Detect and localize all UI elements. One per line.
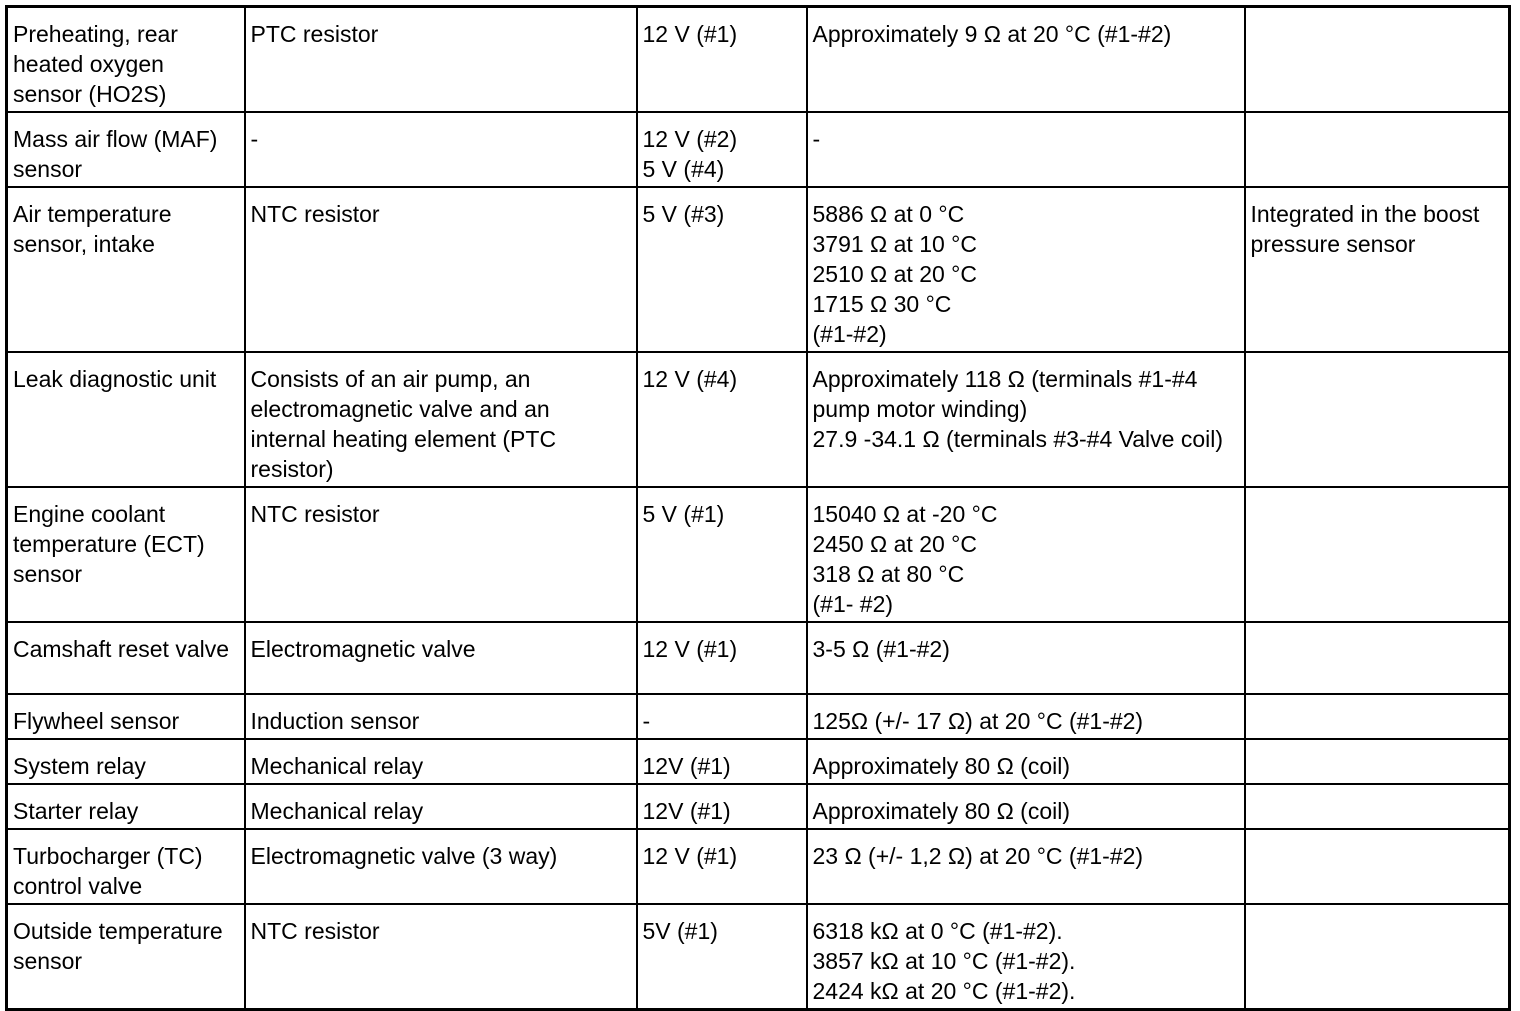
component-name-cell: Outside temperature sensor (7, 904, 245, 1010)
table-row (7, 829, 1510, 904)
table-body (7, 7, 1510, 1010)
component-name-cell: Mass air flow (MAF) sensor (7, 112, 245, 187)
table-row (7, 487, 1510, 622)
resistance-cell: Approximately 118 Ω (terminals #1-#4 pump motor winding) 27.9 -34.1 Ω (terminals #3-#4 Valve coil) (807, 352, 1245, 487)
component-type-cell: - (245, 112, 637, 187)
note-cell (1245, 7, 1510, 113)
note-cell: Integrated in the boost pressure sensor (1245, 187, 1510, 352)
resistance-cell: Approximately 80 Ω (coil) (807, 784, 1245, 829)
supply-voltage-cell: - (637, 694, 807, 739)
note-cell (1245, 784, 1510, 829)
resistance-cell: 3-5 Ω (#1-#2) (807, 622, 1245, 694)
table-row (7, 739, 1510, 784)
resistance-cell: - (807, 112, 1245, 187)
table-row (7, 784, 1510, 829)
component-name-cell: Turbocharger (TC) control valve (7, 829, 245, 904)
supply-voltage-cell: 5 V (#1) (637, 487, 807, 622)
component-name-cell: Preheating, rear heated oxygen sensor (HO2S) (7, 7, 245, 113)
note-cell (1245, 829, 1510, 904)
table-row (7, 352, 1510, 487)
supply-voltage-cell: 12 V (#1) (637, 7, 807, 113)
component-type-cell: Electromagnetic valve (245, 622, 637, 694)
note-cell (1245, 112, 1510, 187)
component-type-cell: Mechanical relay (245, 784, 637, 829)
note-cell (1245, 904, 1510, 1010)
note-cell (1245, 352, 1510, 487)
supply-voltage-cell: 12V (#1) (637, 739, 807, 784)
table-row (7, 112, 1510, 187)
component-name-cell: System relay (7, 739, 245, 784)
component-spec-table (5, 5, 1511, 1011)
component-type-cell: NTC resistor (245, 904, 637, 1010)
table-row (7, 7, 1510, 113)
note-cell (1245, 622, 1510, 694)
supply-voltage-cell: 12 V (#1) (637, 829, 807, 904)
component-name-cell: Flywheel sensor (7, 694, 245, 739)
component-name-cell: Engine coolant temperature (ECT) sensor (7, 487, 245, 622)
component-type-cell: Electromagnetic valve (3 way) (245, 829, 637, 904)
resistance-cell: 5886 Ω at 0 °C 3791 Ω at 10 °C 2510 Ω at 20 °C 1715 Ω 30 °C (#1-#2) (807, 187, 1245, 352)
table-row (7, 187, 1510, 352)
resistance-cell: 15040 Ω at -20 °C 2450 Ω at 20 °C 318 Ω at 80 °C (#1- #2) (807, 487, 1245, 622)
resistance-cell: Approximately 80 Ω (coil) (807, 739, 1245, 784)
note-cell (1245, 694, 1510, 739)
resistance-cell: 23 Ω (+/- 1,2 Ω) at 20 °C (#1-#2) (807, 829, 1245, 904)
component-type-cell: Induction sensor (245, 694, 637, 739)
supply-voltage-cell: 12 V (#2) 5 V (#4) (637, 112, 807, 187)
component-type-cell: NTC resistor (245, 187, 637, 352)
resistance-cell: Approximately 9 Ω at 20 °C (#1-#2) (807, 7, 1245, 113)
supply-voltage-cell: 12V (#1) (637, 784, 807, 829)
component-name-cell: Air temperature sensor, intake (7, 187, 245, 352)
component-name-cell: Starter relay (7, 784, 245, 829)
resistance-cell: 6318 kΩ at 0 °C (#1-#2). 3857 kΩ at 10 °C (#1-#2). 2424 kΩ at 20 °C (#1-#2). (807, 904, 1245, 1010)
table-row (7, 622, 1510, 694)
component-type-cell: Mechanical relay (245, 739, 637, 784)
supply-voltage-cell: 5V (#1) (637, 904, 807, 1010)
supply-voltage-cell: 12 V (#1) (637, 622, 807, 694)
supply-voltage-cell: 5 V (#3) (637, 187, 807, 352)
resistance-cell: 125Ω (+/- 17 Ω) at 20 °C (#1-#2) (807, 694, 1245, 739)
table-row (7, 694, 1510, 739)
component-type-cell: PTC resistor (245, 7, 637, 113)
table-row (7, 904, 1510, 1010)
component-name-cell: Leak diagnostic unit (7, 352, 245, 487)
note-cell (1245, 739, 1510, 784)
component-type-cell: Consists of an air pump, an electromagnetic valve and an internal heating element (PTC resistor) (245, 352, 637, 487)
component-name-cell: Camshaft reset valve (7, 622, 245, 694)
supply-voltage-cell: 12 V (#4) (637, 352, 807, 487)
component-type-cell: NTC resistor (245, 487, 637, 622)
note-cell (1245, 487, 1510, 622)
